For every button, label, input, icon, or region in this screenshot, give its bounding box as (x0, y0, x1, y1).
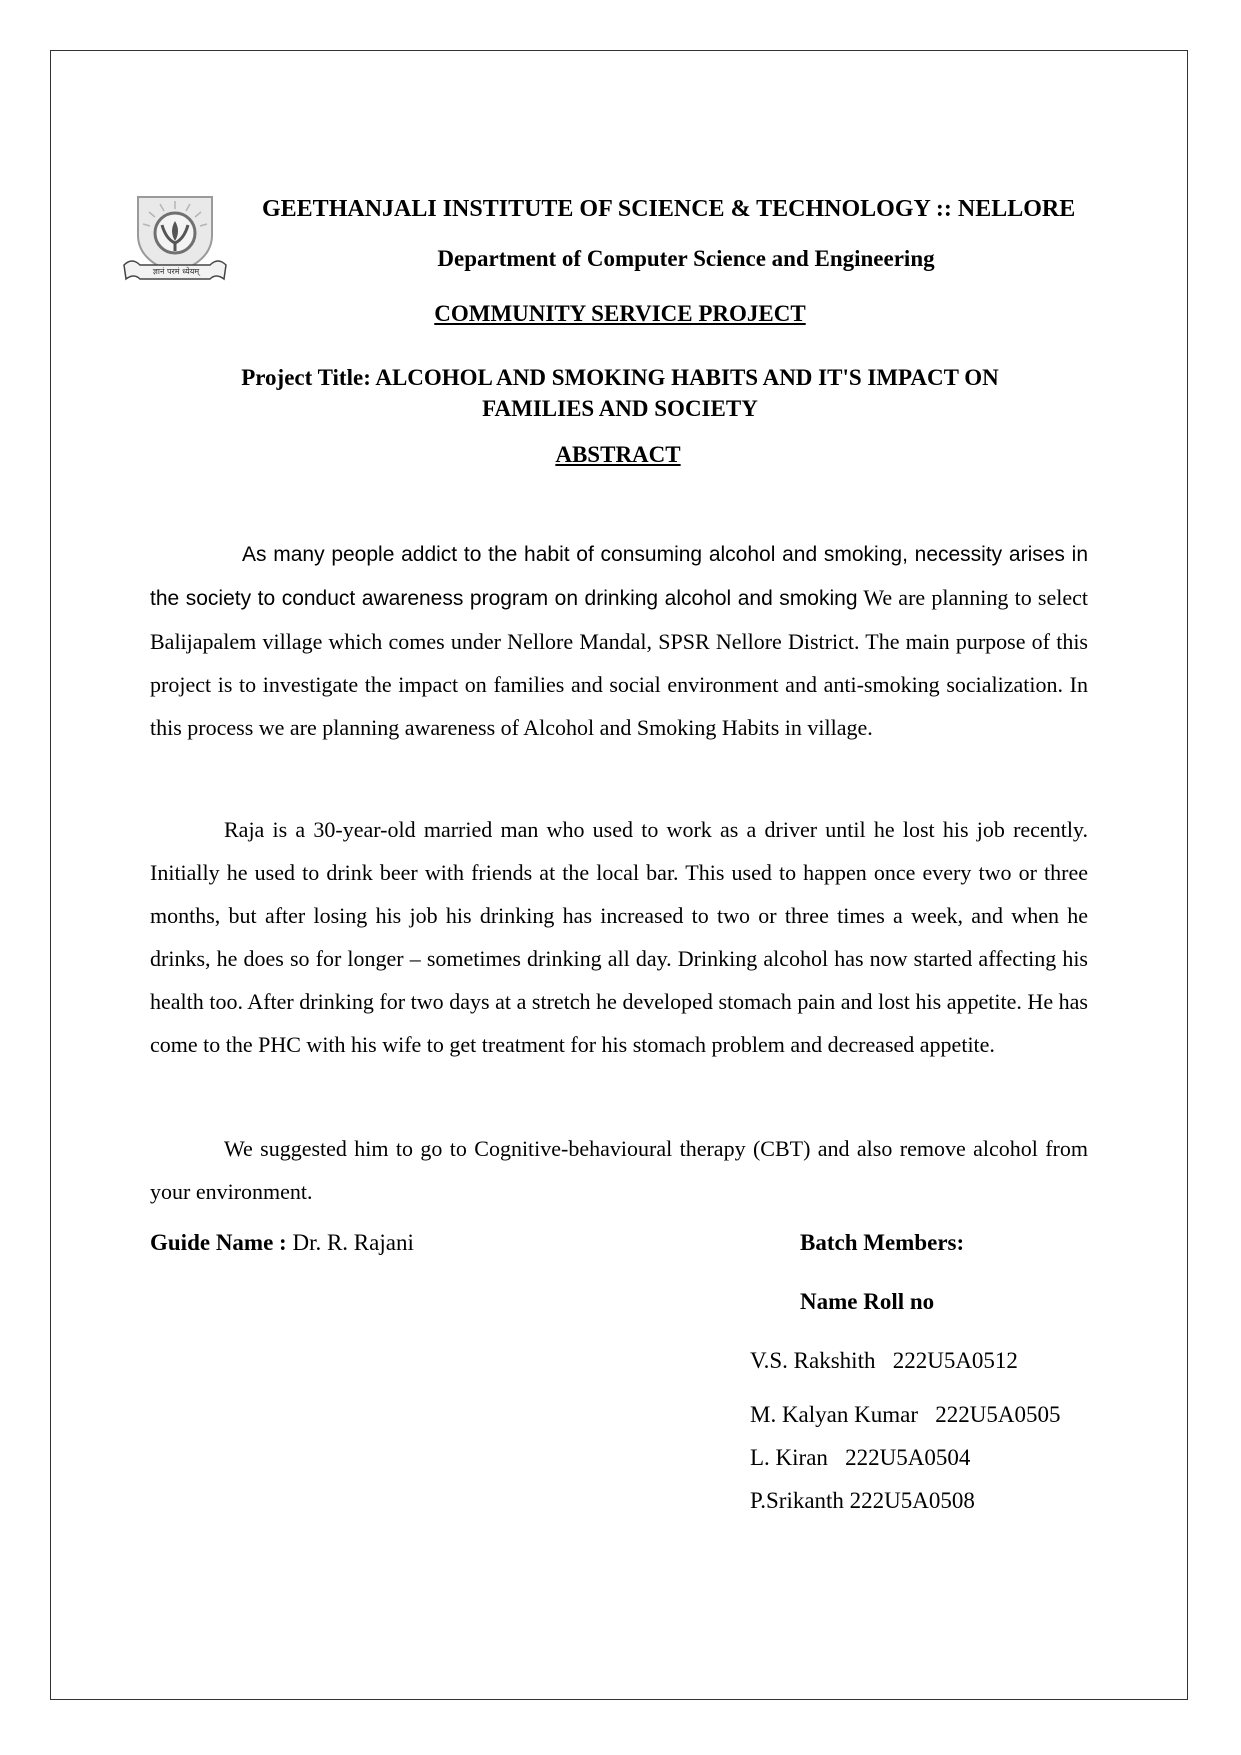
paragraph-1-part-2: We are planning to select Balijapalem village which comes under Nellore Mandal, SPSR Nellore District. The main purpose of this project is to investigate the impact on families and social environment and anti-smoking socialization. In this process we are planning awareness of Alcohol and Smoking Habits in village. (150, 585, 1088, 740)
batch-member: M. Kalyan Kumar 222U5A0505 (750, 1402, 1061, 1427)
abstract-paragraph-3 (150, 1127, 1088, 1213)
batch-member: V.S. Rakshith 222U5A0512 (750, 1348, 1018, 1373)
abstract-heading-text: ABSTRACT (555, 442, 681, 467)
institute-name: GEETHANJALI INSTITUTE OF SCIENCE & TECHNOLOGY :: NELLORE (262, 196, 1076, 222)
paragraph-3-text: We suggested him to go to Cognitive-behavioural therapy (CBT) and also remove alcohol from your environment. (150, 1136, 1088, 1204)
department-name: Department of Computer Science and Engineering (437, 246, 935, 271)
abstract-heading (0, 442, 1236, 468)
name-roll-header: Name Roll no (800, 1289, 935, 1314)
batch-member: L. Kiran 222U5A0504 (750, 1445, 971, 1470)
batch-member: P.Srikanth 222U5A0508 (750, 1488, 975, 1513)
abstract-paragraph-1 (150, 532, 1088, 749)
batch-members-label: Batch Members: (800, 1230, 965, 1255)
guide-label: Guide Name : (150, 1230, 287, 1255)
guide-info (150, 1230, 414, 1256)
project-type-heading (0, 301, 1240, 327)
project-title (150, 362, 1090, 424)
project-title-line-2: FAMILIES AND SOCIETY (482, 396, 758, 421)
institute-logo (120, 195, 230, 290)
paragraph-2-text: Raja is a 30-year-old married man who used to work as a driver until he lost his job recently. Initially he used to drink beer with friends at the local bar. This used to happen once every two or three months, but after losing his job his drinking has increased to two or three times a week, and when he drinks, he does so for longer – sometimes drinking all day. Drinking alcohol has now started affecting his health too. After drinking for two days at a stretch he developed stomach pain and lost his appetite. He has come to the PHC with his wife to get treatment for his stomach problem and decreased appetite. (150, 817, 1088, 1057)
paragraph-1-part-1: As many people addict to the habit of consuming alcohol and smoking, necessity arises in the society to conduct awareness program on drinking alcohol and smoking (150, 543, 1088, 610)
project-title-line-1: Project Title: ALCOHOL AND SMOKING HABITS AND IT'S IMPACT ON (241, 365, 999, 390)
logo-motto: ज्ञानं परमं ध्येयम् (152, 267, 200, 276)
abstract-paragraph-2 (150, 808, 1088, 1066)
project-type-text: COMMUNITY SERVICE PROJECT (434, 301, 806, 326)
guide-name: Dr. R. Rajani (286, 1230, 414, 1255)
